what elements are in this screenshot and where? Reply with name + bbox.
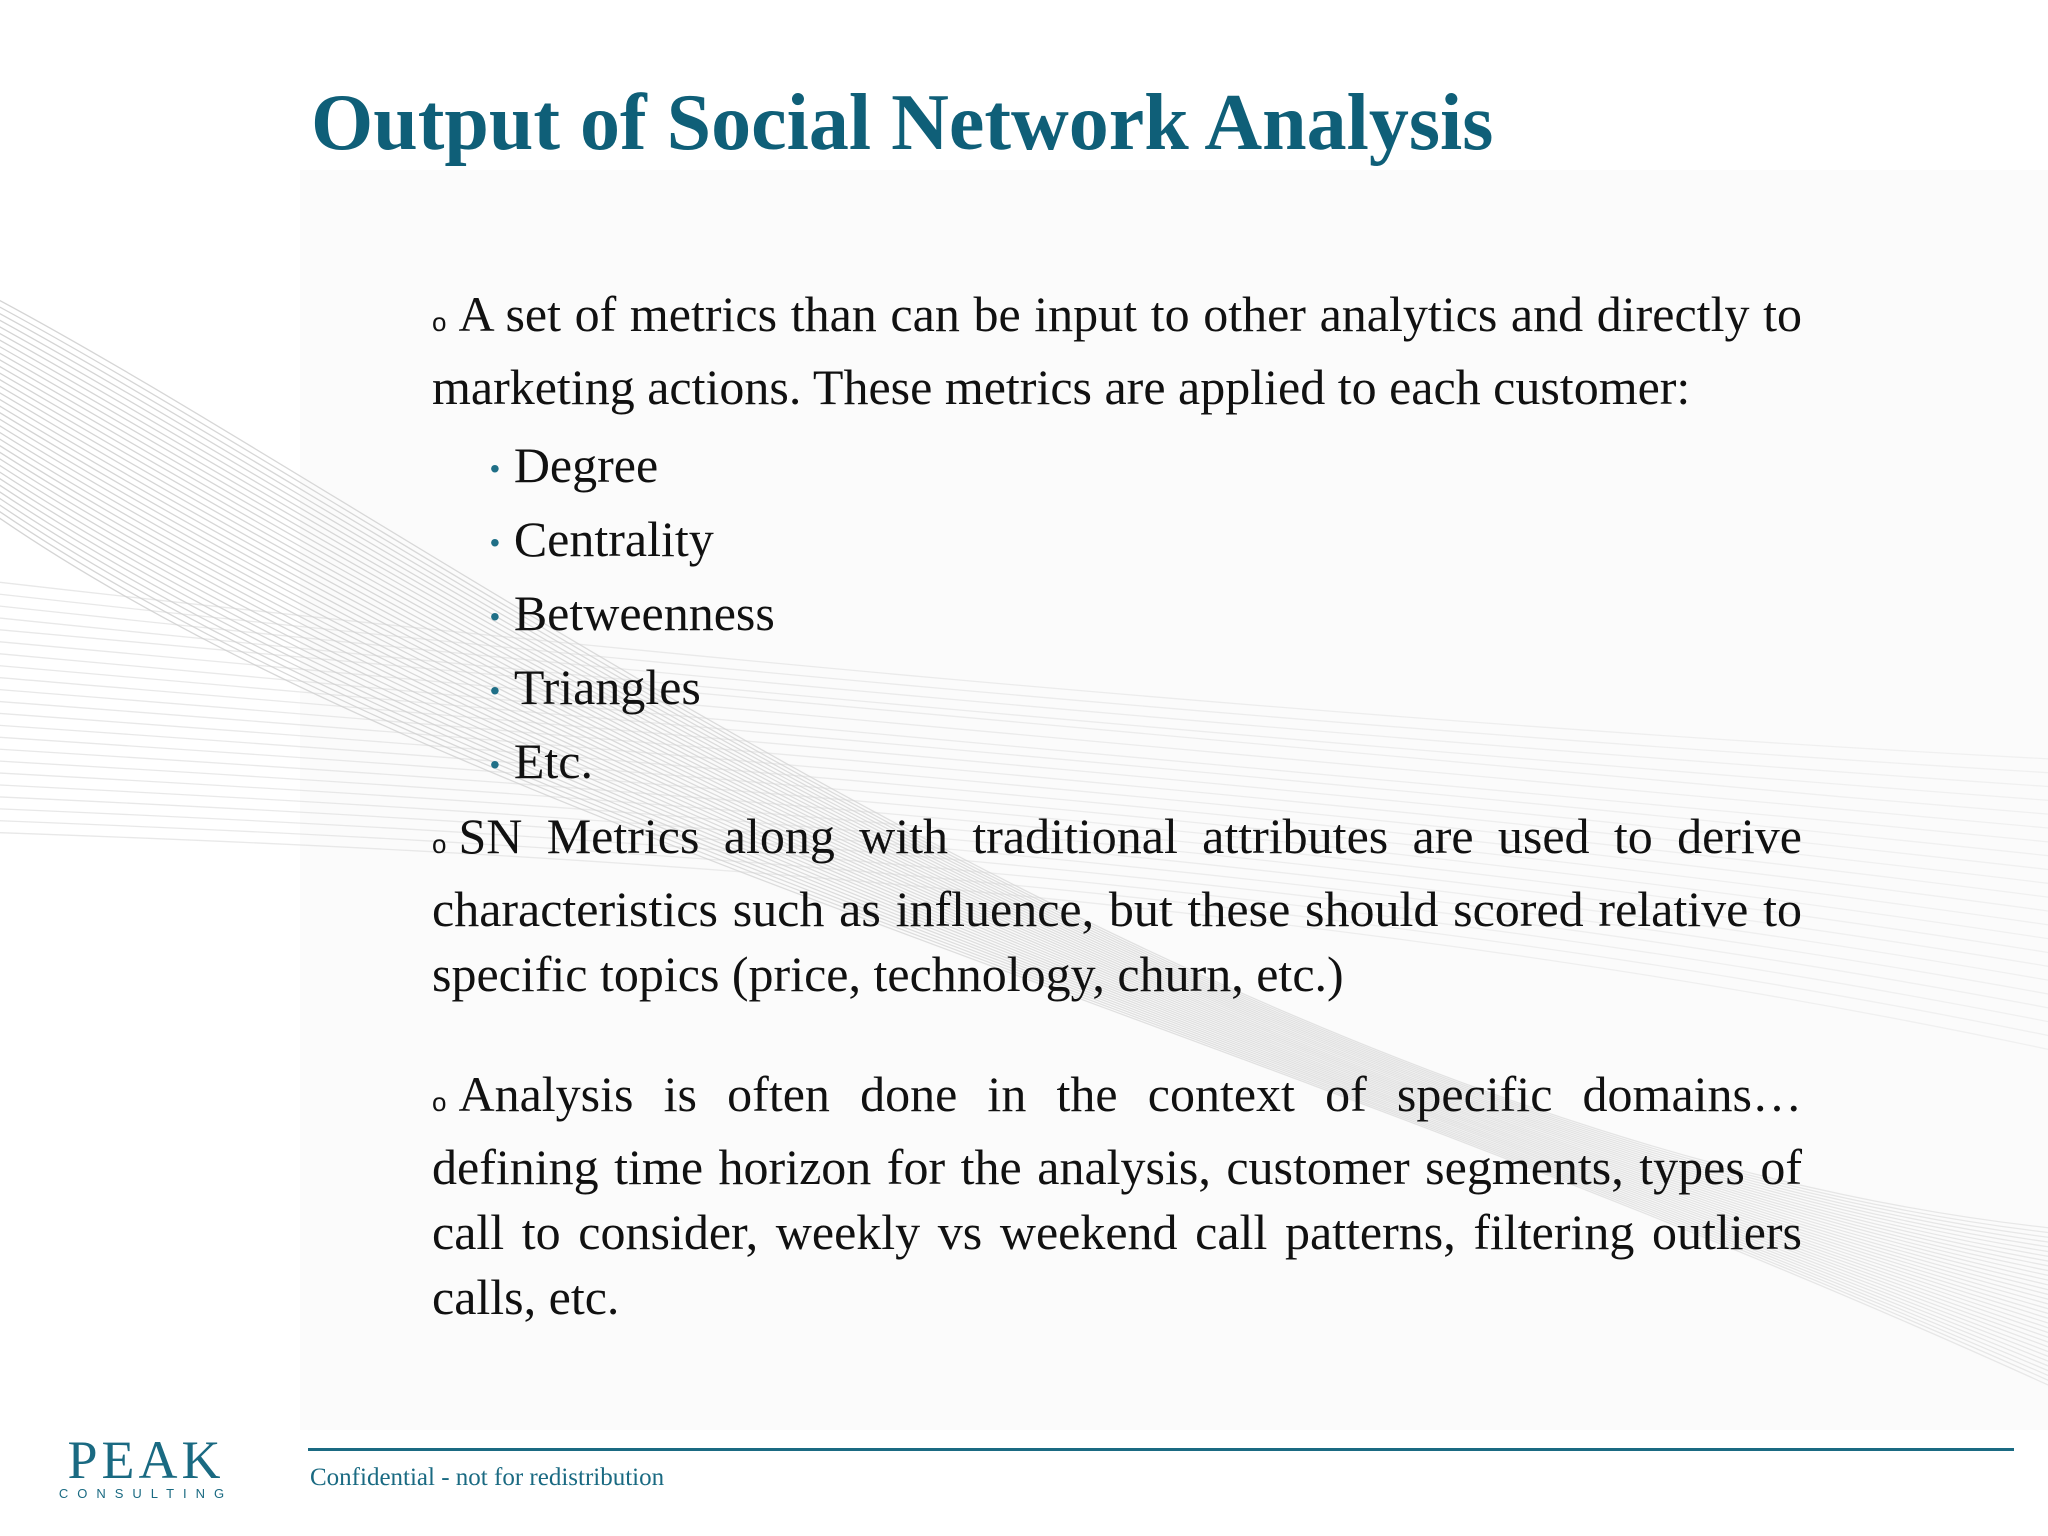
footer-confidential-notice: Confidential - not for redistribution — [310, 1464, 665, 1491]
dot-bullet-icon: • — [490, 749, 500, 780]
bullet-paragraph-1 — [432, 282, 1802, 420]
sub-item-degree: Degree — [513, 437, 659, 493]
hollow-circle-bullet-icon: o — [432, 1087, 447, 1117]
bullet-text-1: A set of metrics than can be input to other analytics and directly to marketing actions. These metrics are applied to each customer: — [432, 286, 1802, 415]
sub-item-triangles: Triangles — [513, 659, 701, 715]
svg-text:PEAK: PEAK — [67, 1430, 225, 1490]
bullet-text-2: SN Metrics along with traditional attributes are used to derive characteristics such as influence, but these should scored relative to specific topics (price, technology, churn, etc.) — [432, 808, 1802, 1002]
slide-title: Output of Social Network Analysis — [311, 79, 1494, 167]
metrics-sub-list — [432, 428, 1802, 798]
sub-list-item — [490, 650, 1802, 724]
sub-list-item — [490, 576, 1802, 650]
bullet-paragraph-3 — [432, 1062, 1802, 1330]
dot-bullet-icon: • — [490, 453, 500, 484]
sub-list-item — [490, 502, 1802, 576]
bullet-text-3: Analysis is often done in the context of specific domains…defining time horizon for the analysis, customer segments, types of call to consider, weekly vs weekend call patterns, filtering outliers calls, etc. — [432, 1066, 1802, 1325]
svg-text:CONSULTING: CONSULTING — [58, 1486, 234, 1501]
hollow-circle-bullet-icon: o — [432, 307, 447, 337]
sub-item-betweenness: Betweenness — [513, 585, 775, 641]
sub-item-centrality: Centrality — [513, 511, 714, 567]
dot-bullet-icon: • — [490, 601, 500, 632]
sub-item-etc: Etc. — [513, 733, 593, 789]
dot-bullet-icon: • — [490, 527, 500, 558]
dot-bullet-icon: • — [490, 675, 500, 706]
hollow-circle-bullet-icon: o — [432, 829, 447, 859]
sub-list-item — [490, 428, 1802, 502]
peak-consulting-logo — [56, 1430, 236, 1504]
slide-body — [432, 282, 1802, 1330]
sub-list-item — [490, 724, 1802, 798]
bullet-paragraph-2 — [432, 804, 1802, 1007]
footer-divider — [308, 1448, 2014, 1451]
